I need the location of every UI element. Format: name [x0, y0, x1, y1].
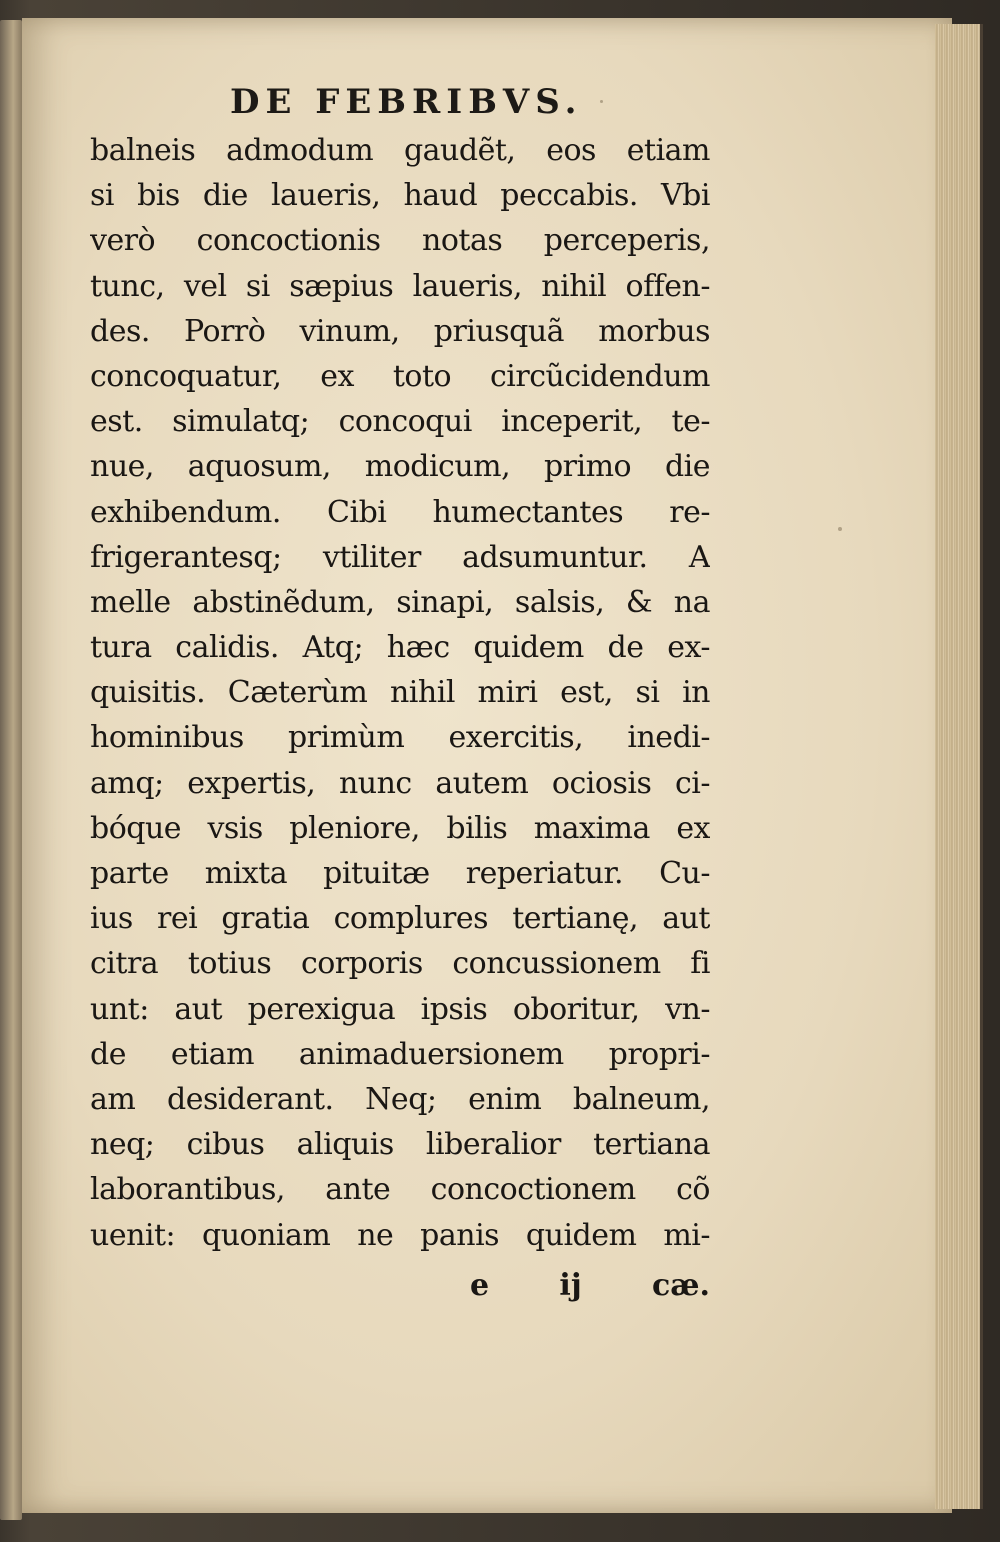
text-line: concoquatur, ex toto circũcidendum: [90, 358, 710, 394]
text-line: neq; cibus aliquis liberalior tertiana: [90, 1127, 710, 1163]
text-line: uenit: quoniam ne panis quidem mi-: [90, 1217, 710, 1253]
text-line: laborantibus, ante concoctionem cõ: [90, 1172, 710, 1208]
text-line: verò concoctionis notas perceperis,: [90, 223, 710, 259]
text-line: citra totius corporis concussionem fi: [90, 946, 710, 982]
text-line: tunc, vel si sæpius laueris, nihil offen-: [90, 268, 710, 304]
text-line: bóque vsis pleniore, bilis maxima ex: [90, 810, 710, 846]
text-line: ius rei gratia complures tertianę, aut: [90, 901, 710, 937]
text-line: nue, aquosum, modicum, primo die: [90, 449, 710, 485]
text-line: am desiderant. Neq; enim balneum,: [90, 1081, 710, 1117]
text-block: [90, 128, 710, 1258]
text-line: balneis admodum gaudẽt, eos etiam: [90, 133, 710, 168]
catchword: cæ.: [652, 1268, 710, 1303]
page-stack-edge: [935, 24, 983, 1509]
text-line: si bis die laueris, haud peccabis. Vbi: [90, 178, 710, 214]
text-line: frigerantesq; vtiliter adsumuntur. A: [90, 539, 710, 575]
text-line: unt: aut perexigua ipsis oboritur, vn-: [90, 991, 710, 1027]
signature-number: ij: [559, 1268, 582, 1303]
text-line: parte mixta pituitæ reperiatur. Cu-: [90, 856, 710, 891]
ink-speck: [838, 527, 842, 531]
text-line: de etiam animaduersionem propri-: [90, 1036, 710, 1072]
facing-page-edge: [0, 20, 22, 1520]
text-line: tura calidis. Atq; hæc quidem de ex-: [90, 630, 710, 666]
text-line: hominibus primùm exercitis, inedi-: [90, 720, 710, 756]
text-line: est. simulatq; concoqui inceperit, te-: [90, 404, 710, 440]
text-line: exhibendum. Cibi humectantes re-: [90, 494, 710, 530]
text-line: quisitis. Cæterùm nihil miri est, si in: [90, 675, 710, 711]
running-head: DE FEBRIBVS.: [230, 82, 583, 122]
signature-mark: e: [470, 1268, 490, 1303]
text-line: amq; expertis, nunc autem ociosis ci-: [90, 765, 710, 801]
text-line: melle abstinẽdum, sinapi, salsis, & na: [90, 584, 710, 620]
signature-line: [470, 1268, 710, 1303]
text-line: des. Porrò vinum, priusquã morbus: [90, 313, 710, 349]
ink-speck: [600, 100, 603, 103]
